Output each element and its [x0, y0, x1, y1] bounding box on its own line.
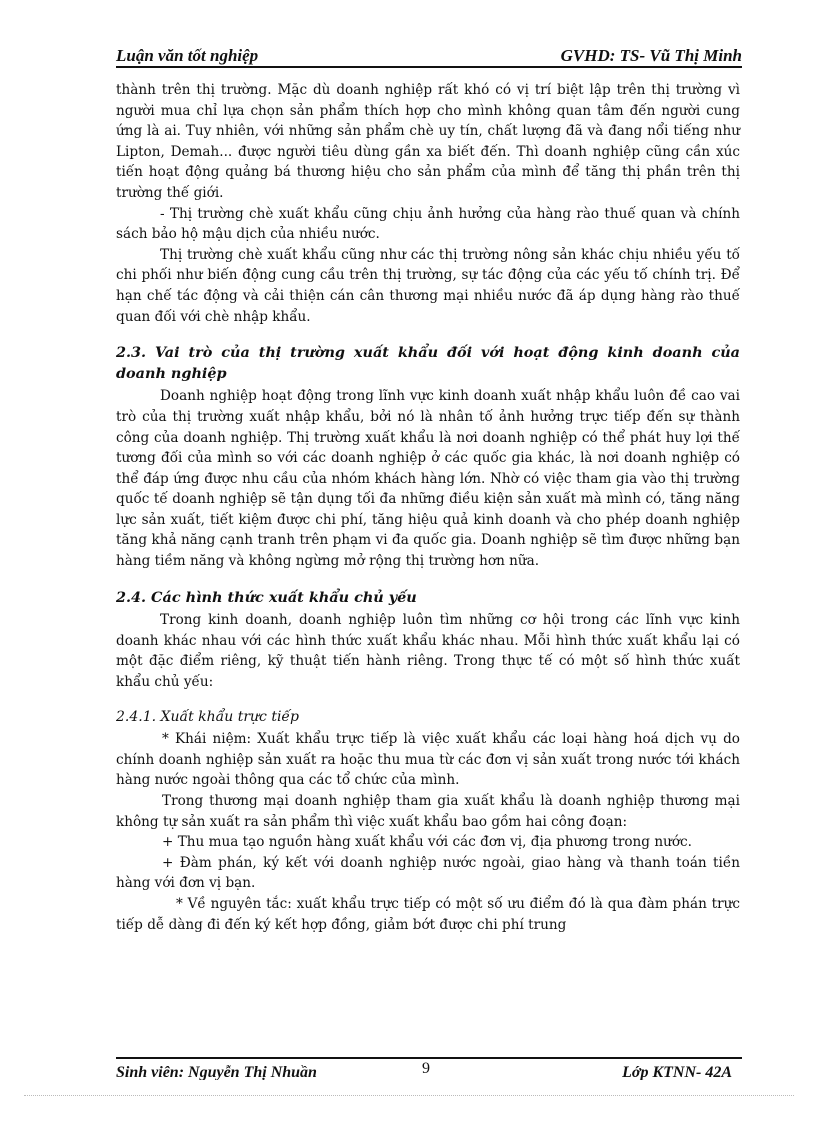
header-thesis-label: Luận văn tốt nghiệp — [116, 46, 259, 65]
paragraph: Trong thương mại doanh nghiệp tham gia xuất khẩu là doanh nghiệp thương mại không tự sản xuất ra sản phẩm thì việc xuất khẩu bao gồm hai công đoạn: — [116, 793, 740, 830]
page-bottom-border — [24, 1095, 794, 1096]
page-number: 9 — [422, 1062, 430, 1077]
list-item: + Thu mua tạo nguồn hàng xuất khẩu với các đơn vị, địa phương trong nước. — [162, 834, 692, 851]
paragraph: - Thị trường chè xuất khẩu cũng chịu ảnh hưởng của hàng rào thuế quan và chính sách bảo hộ mậu dịch của nhiều nước. — [116, 205, 740, 243]
footer-divider — [116, 1057, 742, 1059]
section-heading-2-3: 2.3. Vai trò của thị trường xuất khẩu đối với hoạt động kinh doanh của doanh nghiệp — [116, 344, 740, 382]
paragraph: thành trên thị trường. Mặc dù doanh nghiệp rất khó có vị trí biệt lập trên thị trường vì người mua chỉ lựa chọn sản phẩm thích hợp cho mình không quan tâm đến người cung ứng là ai. Tuy nhiên, với những sản phẩm chè uy tín, chất lượng đã và đang nổi tiếng như Lipton, Demah... được người tiêu dùng gần xa biết đến. Thì doanh nghiệp cũng cần xúc tiến hoạt động quảng bá thương hiệu cho sản phẩm của mình để tăng thị phần trên thị trường thế giới. — [116, 82, 740, 201]
footer-student: Sinh viên: Nguyễn Thị Nhuần — [116, 1064, 317, 1080]
body-text — [116, 80, 740, 935]
section-heading-2-4: 2.4. Các hình thức xuất khẩu chủ yếu — [116, 588, 417, 606]
paragraph: * Khái niệm: Xuất khẩu trực tiếp là việc xuất khẩu các loại hàng hoá dịch vụ do chính doanh nghiệp sản xuất ra hoặc thu mua từ các đơn vị sản xuất trong nước tới khách hàng nước ngoài thông qua các tổ chức của mình. — [116, 731, 740, 789]
page-header — [116, 44, 742, 68]
list-item: + Đàm phán, ký kết với doanh nghiệp nước ngoài, giao hàng và thanh toán tiền hàng với đơn vị bạn. — [116, 854, 740, 892]
paragraph: Trong kinh doanh, doanh nghiệp luôn tìm những cơ hội trong các lĩnh vực kinh doanh khác nhau với các hình thức xuất khẩu khác nhau. Mỗi hình thức xuất khẩu lại có một đặc điểm riêng, kỹ thuật tiến hành riêng. Trong thực tế có một số hình thức xuất khẩu chủ yếu: — [116, 612, 740, 691]
footer-class: Lớp KTNN- 42A — [622, 1064, 732, 1080]
page-footer — [116, 1062, 742, 1080]
paragraph: * Về nguyên tắc: xuất khẩu trực tiếp có một số ưu điểm đó là qua đàm phán trực tiếp dễ dàng đi đến ký kết hợp đồng, giảm bớt được chi phí trung — [116, 895, 740, 933]
paragraph: Doanh nghiệp hoạt động trong lĩnh vực kinh doanh xuất nhập khẩu luôn đề cao vai trò của thị trường xuất nhập khẩu, bởi nó là nhân tố ảnh hưởng trực tiếp đến sự thành công của doanh nghiệp. Thị trường xuất khẩu là nơi doanh nghiệp có thể phát huy lợi thế tương đối của mình so với các doanh nghiệp ở các quốc gia khác, là nơi doanh nghiệp có thể đáp ứng được nhu cầu của nhóm khách hàng lớn. Nhờ có việc tham gia vào thị trường quốc tế doanh nghiệp sẽ tận dụng tối đa những điều kiện sản xuất mà mình có, tăng năng lực sản xuất, tiết kiệm được chi phí, tăng hiệu quả kinh doanh và cho phép doanh nghiệp tăng khả năng cạnh tranh trên phạm vi đa quốc gia. Doanh nghiệp sẽ tìm được những bạn hàng tiềm năng và không ngừng mở rộng thị trường hơn nữa. — [116, 388, 740, 570]
header-advisor: GVHD: TS- Vũ Thị Minh — [560, 46, 742, 65]
paragraph: Thị trường chè xuất khẩu cũng như các thị trường nông sản khác chịu nhiều yếu tố chi phối như biến động cung cầu trên thị trường, sự tác động của các yếu tố chính trị. Để hạn chế tác động và cải thiện cán cân thương mại nhiều nước đã áp dụng hàng rào thuế quan đối với chè nhập khẩu. — [116, 246, 740, 325]
subsection-heading-2-4-1: 2.4.1. Xuất khẩu trực tiếp — [116, 708, 300, 725]
